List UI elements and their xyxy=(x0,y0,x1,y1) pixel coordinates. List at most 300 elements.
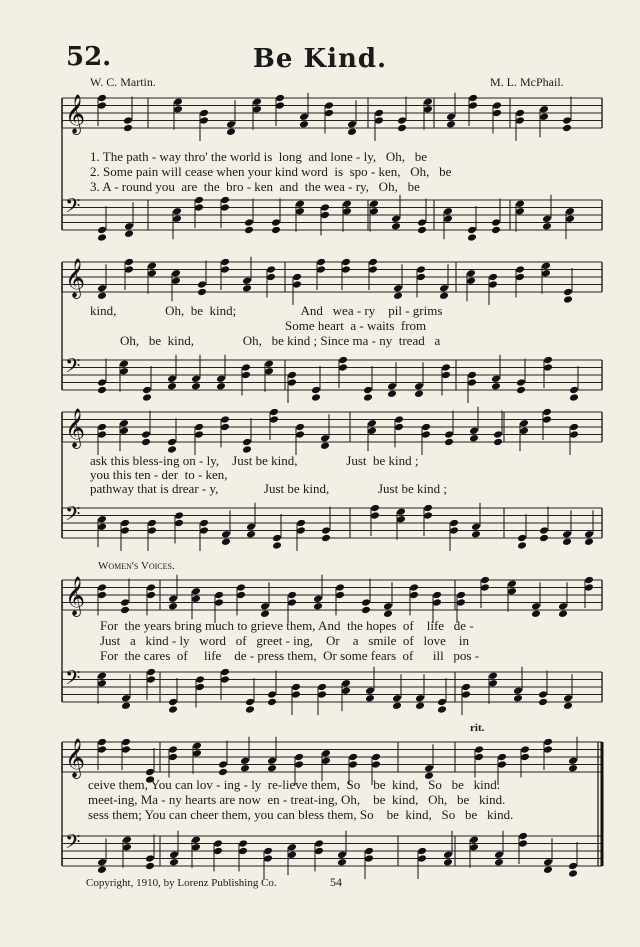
note-head xyxy=(493,430,503,439)
bass-clef-icon: 𝄢 xyxy=(65,194,81,222)
note-head xyxy=(121,745,131,754)
note-head xyxy=(519,426,529,435)
note-head xyxy=(291,683,301,692)
note-head xyxy=(368,258,378,267)
note-head xyxy=(168,698,178,707)
note-head xyxy=(417,226,427,235)
note-head xyxy=(543,356,553,365)
note-head xyxy=(321,756,331,765)
note-head xyxy=(321,534,331,543)
note-head xyxy=(494,850,504,859)
note-head xyxy=(409,583,419,592)
note-head xyxy=(374,116,384,125)
note-head xyxy=(539,526,549,535)
note-head xyxy=(569,386,579,395)
note-head xyxy=(443,850,453,859)
note-head xyxy=(169,858,179,867)
note-head xyxy=(220,265,230,274)
note-head xyxy=(242,438,252,447)
note-head xyxy=(242,284,252,293)
note-head xyxy=(491,382,501,391)
note-head xyxy=(347,120,357,129)
note-head xyxy=(141,438,151,447)
note-head xyxy=(342,207,352,216)
note-head xyxy=(456,591,466,600)
note-head xyxy=(123,116,133,125)
note-head xyxy=(167,382,177,391)
note-head xyxy=(416,273,426,282)
note-head xyxy=(97,233,107,242)
note-head xyxy=(367,419,377,428)
note-head xyxy=(584,537,594,546)
note-head xyxy=(515,109,525,118)
note-head xyxy=(492,109,502,118)
note-head xyxy=(421,423,431,432)
note-head xyxy=(240,756,250,765)
note-head xyxy=(516,386,526,395)
note-head xyxy=(569,430,579,439)
note-head xyxy=(542,214,552,223)
note-head xyxy=(348,753,358,762)
note-head xyxy=(541,261,551,270)
note-head xyxy=(562,116,572,125)
note-head xyxy=(240,764,250,773)
note-head xyxy=(565,214,575,223)
note-head xyxy=(123,124,133,133)
note-head xyxy=(287,850,297,859)
note-head xyxy=(461,683,471,692)
note-head xyxy=(97,226,107,235)
note-head xyxy=(141,430,151,439)
note-head xyxy=(515,116,525,125)
note-head xyxy=(267,756,277,765)
note-head xyxy=(517,541,527,550)
note-head xyxy=(121,701,131,710)
note-head xyxy=(122,835,132,844)
note-head xyxy=(439,284,449,293)
section-label: Women's Voices. xyxy=(98,560,175,572)
note-head xyxy=(147,519,157,528)
note-head xyxy=(97,94,107,103)
note-head xyxy=(562,537,572,546)
note-head xyxy=(558,609,568,618)
note-head xyxy=(338,356,348,365)
note-head xyxy=(369,207,379,216)
note-head xyxy=(341,258,351,267)
note-head xyxy=(266,265,276,274)
note-head xyxy=(121,694,131,703)
hymn-title: Be Kind. xyxy=(252,44,388,74)
note-head xyxy=(317,690,327,699)
note-head xyxy=(563,288,573,297)
lyric-line: 3. A - round you are the bro - ken and the wea - ry, Oh, be xyxy=(90,179,420,194)
note-head xyxy=(124,258,134,267)
note-head xyxy=(147,269,157,278)
note-head xyxy=(441,363,451,372)
note-head xyxy=(531,609,541,618)
note-head xyxy=(214,591,224,600)
note-head xyxy=(370,511,380,520)
note-head xyxy=(120,598,130,607)
note-head xyxy=(171,269,181,278)
note-head xyxy=(335,583,345,592)
note-head xyxy=(97,591,107,600)
note-head xyxy=(466,276,476,285)
note-head xyxy=(321,526,331,535)
note-head xyxy=(267,698,277,707)
lyric-line: For the cares of life de - press them, Or some fears of ill pos - xyxy=(100,648,480,663)
note-head xyxy=(392,701,402,710)
note-head xyxy=(168,753,178,762)
treble-clef-icon: 𝄞 xyxy=(65,576,86,616)
note-head xyxy=(271,218,281,227)
note-head xyxy=(444,438,454,447)
note-head xyxy=(120,526,130,535)
note-head xyxy=(417,854,427,863)
note-head xyxy=(316,258,326,267)
note-head xyxy=(374,109,384,118)
note-head xyxy=(568,862,578,871)
note-head xyxy=(396,515,406,524)
note-head xyxy=(146,591,156,600)
note-head xyxy=(542,408,552,417)
note-head xyxy=(97,386,107,395)
note-head xyxy=(145,854,155,863)
note-head xyxy=(466,269,476,278)
note-head xyxy=(167,374,177,383)
note-head xyxy=(414,382,424,391)
note-head xyxy=(423,105,433,114)
note-head xyxy=(97,865,107,874)
note-head xyxy=(513,694,523,703)
note-head xyxy=(172,214,182,223)
note-head xyxy=(569,423,579,432)
note-head xyxy=(313,602,323,611)
note-head xyxy=(391,214,401,223)
note-head xyxy=(368,265,378,274)
note-head xyxy=(194,423,204,432)
note-head xyxy=(320,441,330,450)
note-head xyxy=(461,690,471,699)
note-head xyxy=(474,753,484,762)
note-head xyxy=(467,378,477,387)
note-head xyxy=(467,233,477,242)
note-head xyxy=(221,530,231,539)
note-head xyxy=(287,843,297,852)
note-head xyxy=(171,276,181,285)
note-head xyxy=(124,222,134,231)
note-head xyxy=(220,196,230,205)
note-head xyxy=(145,862,155,871)
lyric-line: Oh, be kind, Oh, be kind ; Since ma - ny tread a xyxy=(120,333,441,348)
note-head xyxy=(441,371,451,380)
note-head xyxy=(423,504,433,513)
note-head xyxy=(172,207,182,216)
note-head xyxy=(471,522,481,531)
note-head xyxy=(194,203,204,212)
note-head xyxy=(497,760,507,769)
note-head xyxy=(194,430,204,439)
note-head xyxy=(252,105,262,114)
note-head xyxy=(216,382,226,391)
note-head xyxy=(97,679,107,688)
note-head xyxy=(338,363,348,372)
note-head xyxy=(364,854,374,863)
note-head xyxy=(220,423,230,432)
note-head xyxy=(124,229,134,238)
lyric-line: you this ten - der to - ken, xyxy=(90,467,228,482)
note-head xyxy=(443,858,453,867)
note-head xyxy=(97,515,107,524)
note-head xyxy=(423,97,433,106)
note-head xyxy=(97,101,107,110)
note-head xyxy=(252,97,262,106)
note-head xyxy=(383,609,393,618)
ritardando-mark: rit. xyxy=(470,722,485,734)
note-head xyxy=(543,745,553,754)
note-head xyxy=(365,694,375,703)
note-head xyxy=(443,214,453,223)
note-head xyxy=(515,265,525,274)
note-head xyxy=(197,288,207,297)
note-head xyxy=(226,127,236,136)
note-head xyxy=(393,291,403,300)
note-head xyxy=(287,598,297,607)
note-head xyxy=(191,835,201,844)
note-head xyxy=(421,430,431,439)
note-head xyxy=(361,598,371,607)
note-head xyxy=(467,371,477,380)
note-head xyxy=(542,415,552,424)
note-head xyxy=(192,741,202,750)
note-head xyxy=(245,698,255,707)
composer-credit: M. L. McPhail. xyxy=(490,75,564,89)
note-head xyxy=(424,764,434,773)
note-head xyxy=(409,591,419,600)
note-head xyxy=(291,690,301,699)
note-head xyxy=(456,598,466,607)
note-head xyxy=(365,686,375,695)
bass-clef-icon: 𝄢 xyxy=(65,666,81,694)
note-head xyxy=(97,671,107,680)
note-head xyxy=(432,598,442,607)
note-head xyxy=(226,120,236,129)
note-head xyxy=(518,839,528,848)
note-head xyxy=(543,865,553,874)
note-head xyxy=(97,858,107,867)
note-head xyxy=(311,386,321,395)
note-head xyxy=(363,393,373,402)
note-head xyxy=(294,760,304,769)
note-head xyxy=(569,393,579,402)
note-head xyxy=(97,522,107,531)
note-head xyxy=(218,760,228,769)
copyright-notice: Copyright, 1910, by Lorenz Publishing Co. xyxy=(86,877,277,889)
note-head xyxy=(292,280,302,289)
note-head xyxy=(415,694,425,703)
note-head xyxy=(246,530,256,539)
note-head xyxy=(199,526,209,535)
note-head xyxy=(242,276,252,285)
note-head xyxy=(369,199,379,208)
note-head xyxy=(267,690,277,699)
note-head xyxy=(311,393,321,402)
note-head xyxy=(584,583,594,592)
note-head xyxy=(541,269,551,278)
treble-clef-icon: 𝄞 xyxy=(65,258,86,298)
note-head xyxy=(520,753,530,762)
note-head xyxy=(173,97,183,106)
note-head xyxy=(542,222,552,231)
lyric-line: For the years bring much to grieve them, And the hopes of life de - xyxy=(100,618,474,633)
note-head xyxy=(562,530,572,539)
note-head xyxy=(515,207,525,216)
note-head xyxy=(563,701,573,710)
note-head xyxy=(267,764,277,773)
note-head xyxy=(446,112,456,121)
note-head xyxy=(467,226,477,235)
note-head xyxy=(543,738,553,747)
note-head xyxy=(236,591,246,600)
note-head xyxy=(294,753,304,762)
note-head xyxy=(263,847,273,856)
note-head xyxy=(313,594,323,603)
note-head xyxy=(518,832,528,841)
note-head xyxy=(488,280,498,289)
lyric-line: ceive them, You can lov - ing - ly re-lieve them, So be kind, So be kind. xyxy=(88,777,500,792)
note-head xyxy=(213,847,223,856)
note-head xyxy=(437,705,447,714)
note-head xyxy=(364,847,374,856)
note-head xyxy=(341,686,351,695)
note-head xyxy=(397,124,407,133)
note-head xyxy=(272,541,282,550)
note-head xyxy=(299,112,309,121)
note-head xyxy=(568,756,578,765)
note-head xyxy=(195,683,205,692)
note-head xyxy=(197,280,207,289)
note-head xyxy=(168,705,178,714)
note-head xyxy=(244,226,254,235)
note-head xyxy=(491,226,501,235)
note-head xyxy=(296,526,306,535)
note-head xyxy=(543,858,553,867)
note-head xyxy=(275,94,285,103)
note-head xyxy=(192,749,202,758)
note-head xyxy=(97,738,107,747)
note-head xyxy=(214,598,224,607)
note-head xyxy=(507,587,517,596)
note-head xyxy=(146,675,156,684)
hymn-number: 52. xyxy=(66,42,112,72)
note-head xyxy=(191,594,201,603)
note-head xyxy=(515,199,525,208)
note-head xyxy=(539,112,549,121)
note-head xyxy=(543,363,553,372)
note-head xyxy=(348,760,358,769)
treble-clef-icon: 𝄞 xyxy=(65,408,86,448)
note-head xyxy=(347,127,357,136)
note-head xyxy=(584,530,594,539)
note-head xyxy=(174,511,184,520)
note-head xyxy=(491,218,501,227)
note-head xyxy=(245,705,255,714)
note-head xyxy=(517,534,527,543)
note-head xyxy=(97,423,107,432)
note-head xyxy=(449,519,459,528)
note-head xyxy=(271,226,281,235)
note-head xyxy=(563,295,573,304)
note-head xyxy=(296,519,306,528)
note-head xyxy=(97,378,107,387)
note-head xyxy=(199,519,209,528)
note-head xyxy=(236,583,246,592)
note-head xyxy=(469,434,479,443)
note-head xyxy=(414,389,424,398)
note-head xyxy=(493,438,503,447)
note-head xyxy=(146,583,156,592)
note-head xyxy=(174,519,184,528)
note-head xyxy=(191,843,201,852)
note-head xyxy=(287,591,297,600)
note-head xyxy=(437,698,447,707)
lyric-line: pathway that is drear - y, Just be kind, Just be kind ; xyxy=(90,481,447,496)
note-head xyxy=(119,367,129,376)
note-head xyxy=(295,199,305,208)
note-head xyxy=(213,839,223,848)
note-head xyxy=(469,835,479,844)
note-head xyxy=(520,745,530,754)
note-head xyxy=(370,504,380,513)
note-head xyxy=(199,109,209,118)
note-head xyxy=(292,273,302,282)
note-head xyxy=(416,265,426,274)
note-head xyxy=(119,426,129,435)
note-head xyxy=(538,698,548,707)
note-head xyxy=(491,374,501,383)
note-head xyxy=(584,576,594,585)
note-head xyxy=(507,579,517,588)
note-head xyxy=(199,116,209,125)
note-head xyxy=(391,222,401,231)
note-head xyxy=(195,675,205,684)
note-head xyxy=(216,374,226,383)
lyric-line: kind, Oh, be kind; And wea - ry pil - grims xyxy=(90,303,443,318)
note-head xyxy=(173,105,183,114)
note-head xyxy=(563,694,573,703)
note-head xyxy=(492,101,502,110)
note-head xyxy=(494,858,504,867)
note-head xyxy=(238,839,248,848)
lyric-line: Just a kind - ly word of greet - ing, Or a smile of love in xyxy=(100,633,469,648)
note-head xyxy=(147,261,157,270)
note-head xyxy=(124,265,134,274)
bass-clef-icon: 𝄢 xyxy=(65,830,81,858)
note-head xyxy=(295,207,305,216)
note-head xyxy=(568,869,578,878)
note-head xyxy=(218,768,228,777)
note-head xyxy=(387,382,397,391)
note-head xyxy=(97,291,107,300)
note-head xyxy=(324,109,334,118)
note-head xyxy=(220,258,230,267)
note-head xyxy=(295,423,305,432)
note-head xyxy=(363,386,373,395)
lyric-line: 1. The path - way thro' the world is long and lone - ly, Oh, be xyxy=(90,149,428,164)
note-head xyxy=(220,415,230,424)
note-head xyxy=(168,594,178,603)
note-head xyxy=(396,507,406,516)
